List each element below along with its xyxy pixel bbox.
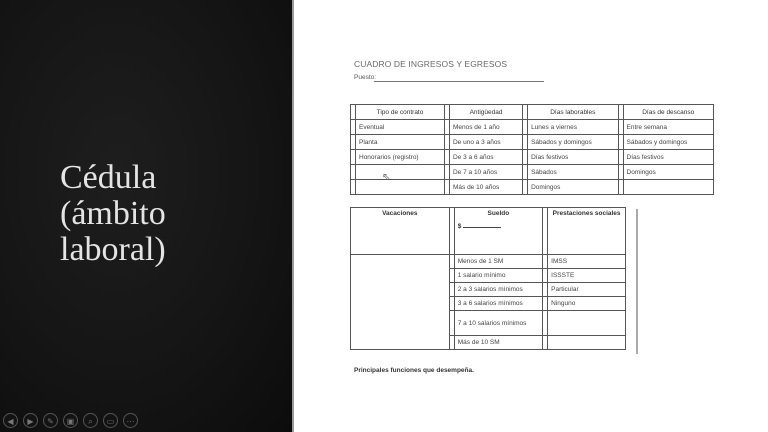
cell: Domingos (623, 165, 713, 180)
presentation-controls (3, 413, 138, 428)
cell: Más de 10 años (449, 180, 522, 195)
table-header-row (351, 105, 714, 120)
cell: Días festivos (528, 150, 618, 165)
cell: 3 a 6 salarios mínimos (454, 297, 542, 311)
header-prestaciones: Prestaciones sociales (548, 208, 626, 255)
header-tipo-contrato: Tipo de contrato (356, 105, 445, 120)
document-page (294, 0, 768, 432)
cell: De 7 a 10 años (449, 165, 522, 180)
table-row (351, 120, 714, 135)
cell: Planta (356, 135, 445, 150)
cell: Más de 10 SM (454, 336, 542, 350)
cell (548, 311, 626, 336)
slide-title-line-1: Cédula (60, 159, 157, 196)
cell: Menos de 1 año (449, 120, 522, 135)
sueldo-label: Sueldo (487, 210, 510, 217)
screen-button[interactable]: ▭ (103, 413, 118, 428)
cell: Sábados y domingos (528, 135, 618, 150)
pen-tool-button[interactable]: ✎ (43, 413, 58, 428)
cell: Sábados (528, 165, 618, 180)
puesto-line (374, 81, 544, 82)
sueldo-currency: $ (457, 223, 462, 230)
cell: ISSSTE (548, 269, 626, 283)
vacaciones-cell (351, 255, 450, 350)
cell (623, 180, 713, 195)
cell: 2 a 3 salarios mínimos (454, 283, 542, 297)
cell: Domingos (528, 180, 618, 195)
header-vacaciones: Vacaciones (351, 208, 450, 255)
cell: Particular (548, 283, 626, 297)
cell: Entre semana (623, 120, 713, 135)
cell (356, 165, 445, 180)
cell (548, 336, 626, 350)
slide-left-panel (0, 0, 293, 432)
cell: IMSS (548, 255, 626, 269)
cell: Sábados y domingos (623, 135, 713, 150)
cell: Ninguno (548, 297, 626, 311)
cell: Honorarios (registro) (356, 150, 445, 165)
table-row (351, 180, 714, 195)
table-header-row (351, 208, 626, 255)
table-row (351, 165, 714, 180)
cell: Menos de 1 SM (454, 255, 542, 269)
header-dias-laborables: Días laborables (528, 105, 618, 120)
funciones-label: Principales funciones que desempeña. (354, 367, 474, 374)
table-row (351, 135, 714, 150)
cell: De uno a 3 años (449, 135, 522, 150)
slide-title-line-3: laboral) (60, 231, 166, 268)
puesto-label: Puesto: (354, 74, 377, 81)
header-dias-descanso: Días de descanso (623, 105, 713, 120)
document-title: CUADRO DE INGRESOS Y EGRESOS (354, 59, 508, 69)
slide-title-line-2: (ámbito (60, 195, 166, 232)
cell: Días festivos (623, 150, 713, 165)
header-sueldo (454, 208, 542, 255)
cell: Lunes a viernes (528, 120, 618, 135)
table-row (351, 255, 626, 269)
cell (356, 180, 445, 195)
slide-title (60, 160, 280, 268)
see-all-slides-button[interactable]: ▣ (63, 413, 78, 428)
mouse-cursor-icon: ⇖ (382, 172, 391, 183)
vertical-rule (636, 209, 638, 354)
next-slide-button[interactable]: ▶ (23, 413, 38, 428)
previous-slide-button[interactable]: ◀ (3, 413, 18, 428)
cell: De 3 a 6 años (449, 150, 522, 165)
contract-table (350, 104, 714, 195)
cell: Eventual (356, 120, 445, 135)
salary-table (350, 207, 626, 350)
more-options-button[interactable]: ⋯ (123, 413, 138, 428)
table-row (351, 150, 714, 165)
cell: 1 salario mínimo (454, 269, 542, 283)
zoom-button[interactable]: ⌕ (83, 413, 98, 428)
cell: 7 a 10 salarios mínimos (454, 311, 542, 336)
sueldo-blank (463, 227, 501, 228)
header-antiguedad: Antigüedad (449, 105, 522, 120)
